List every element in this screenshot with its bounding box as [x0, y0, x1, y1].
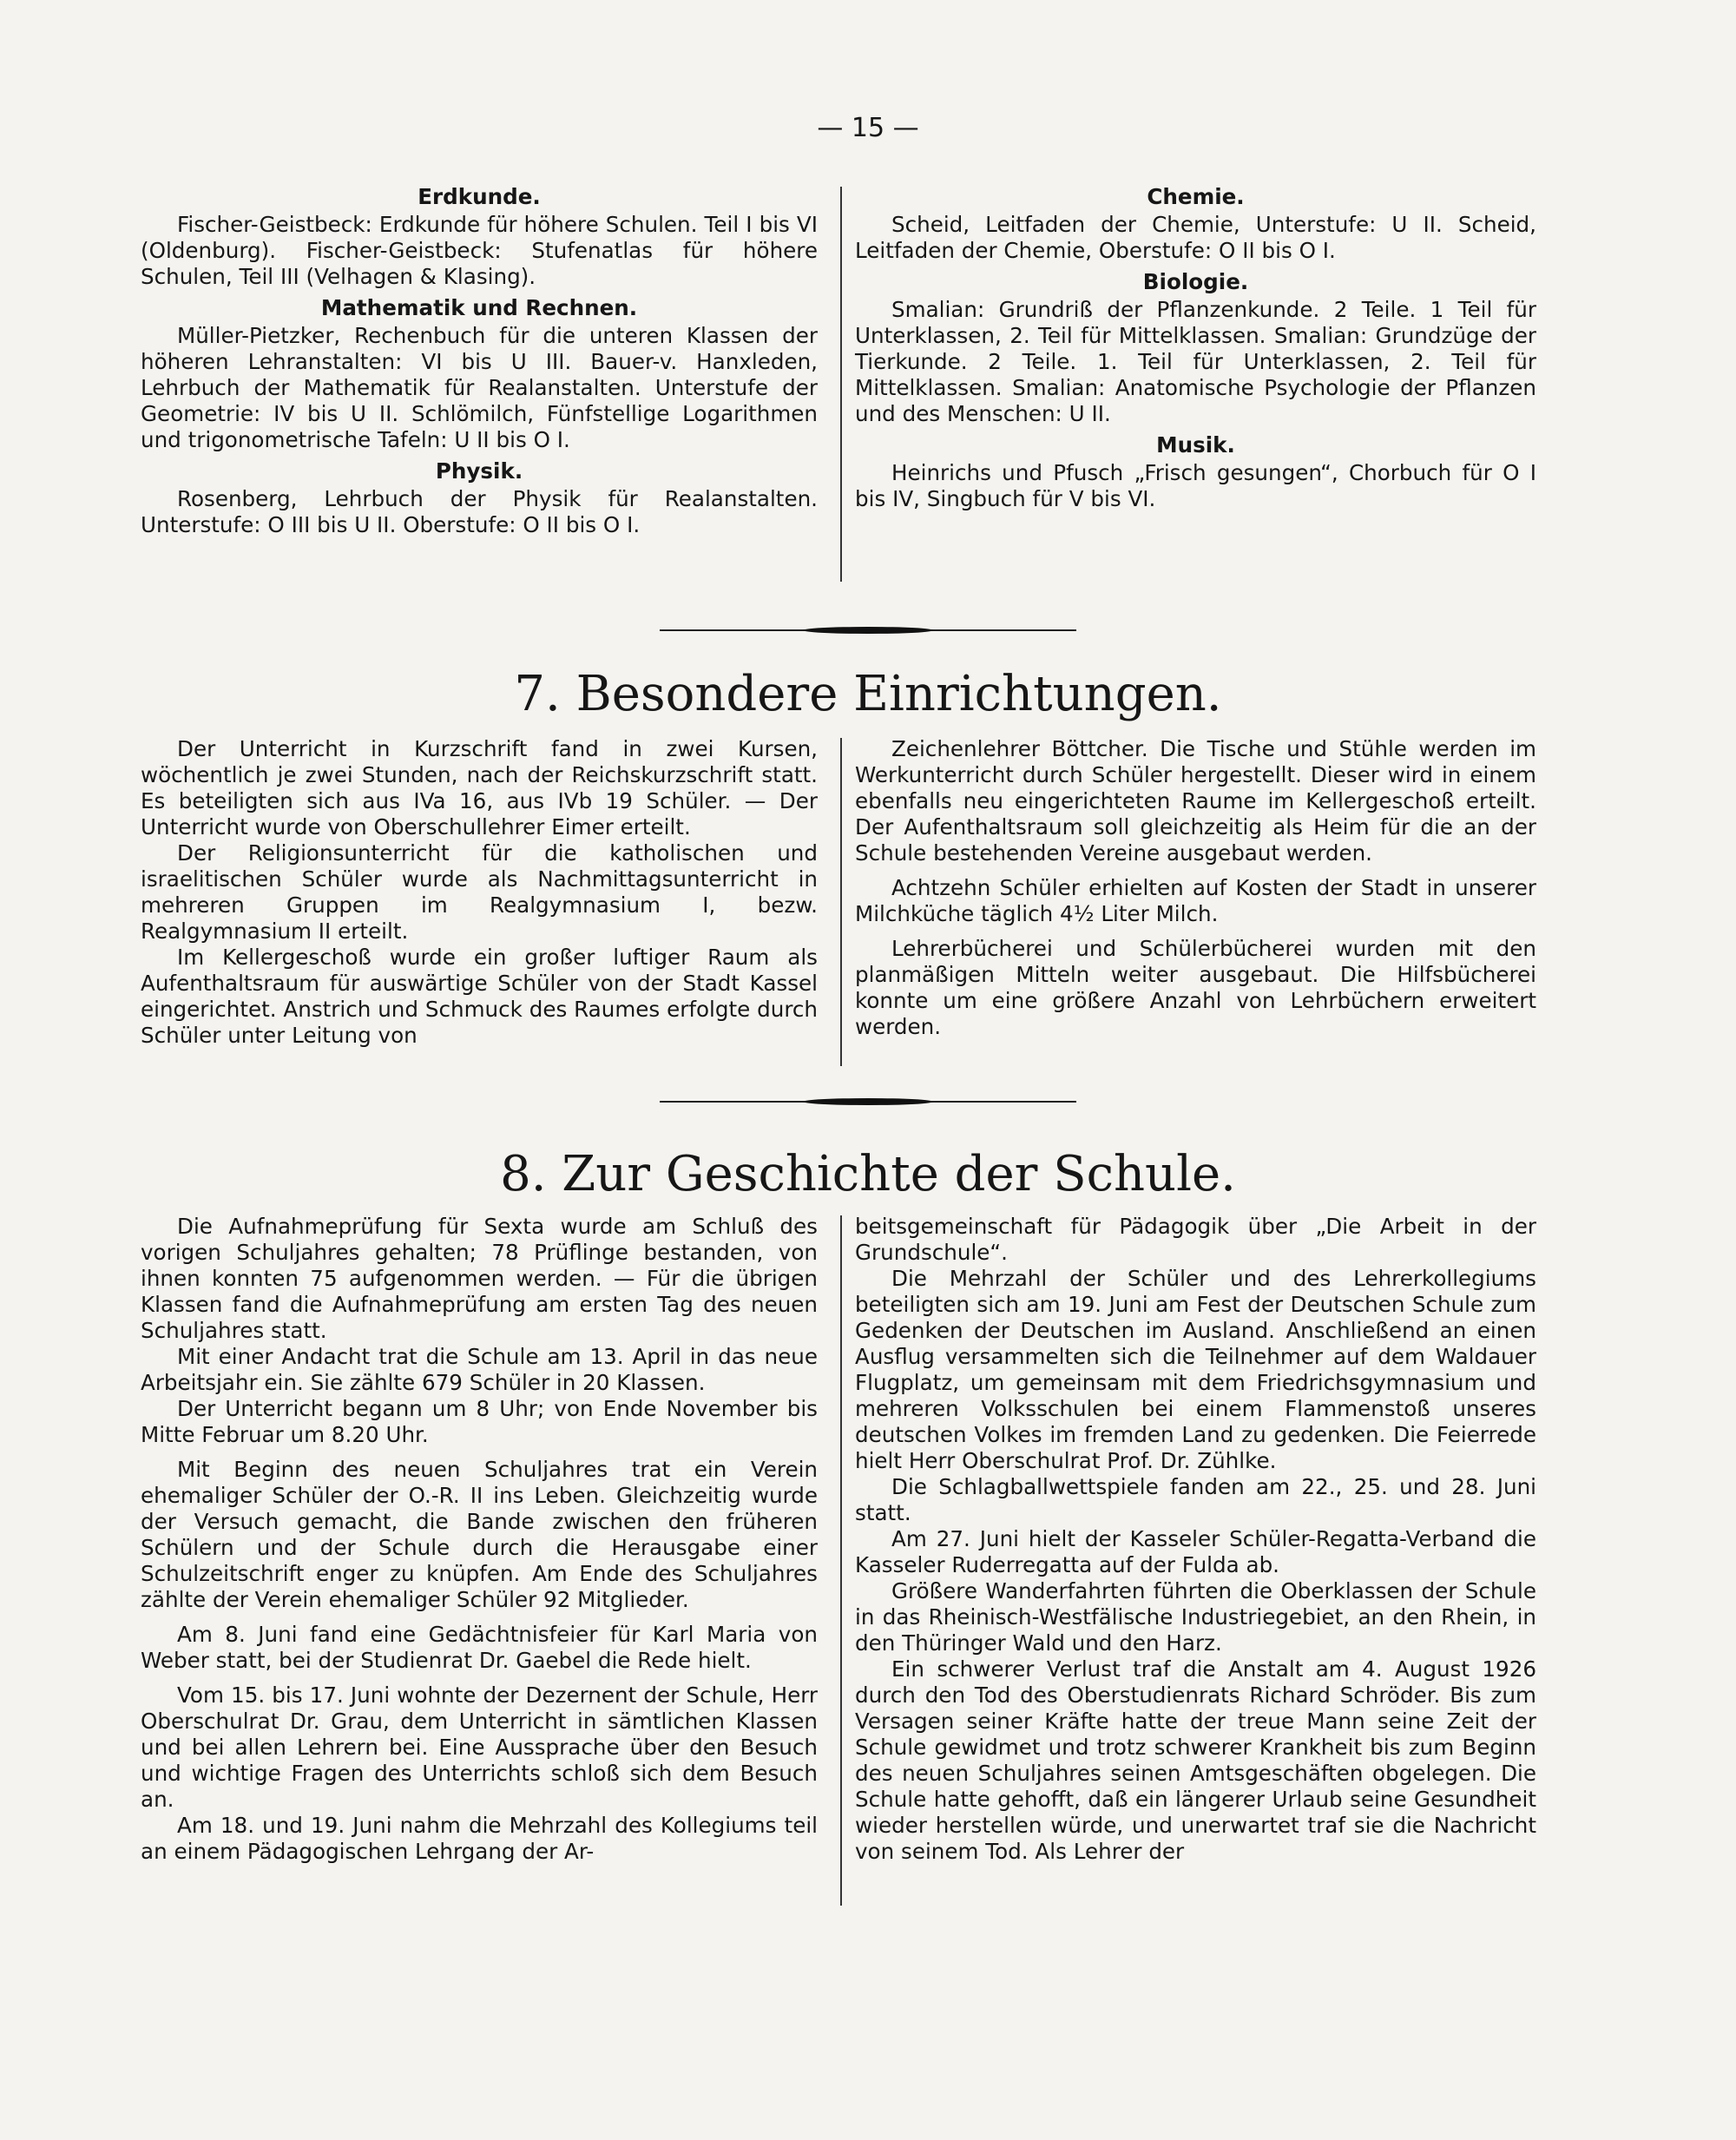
- subject-heading-mathematik: Mathematik und Rechnen.: [320, 295, 638, 320]
- paragraph: Der Religionsunterricht für die katholischen und israelitischen Schüler wurde als Nachmittagsunterricht in mehreren Gruppen im Realgymnasium I, bezw. Realgymnasium II erteilt.: [141, 840, 818, 944]
- column-rule: [840, 1215, 842, 1906]
- subject-heading-physik: Physik.: [435, 458, 523, 484]
- subject-heading-biologie: Biologie.: [1142, 269, 1249, 294]
- paragraph: Im Kellergeschoß wurde ein großer luftiger Raum als Aufenthaltsraum für auswärtige Schüler von der Stadt Kassel eingerichtet. Anstrich und Schmuck des Raumes erfolgte durch Schüler unter Leitung von: [141, 945, 818, 1048]
- paragraph: Am 18. und 19. Juni nahm die Mehrzahl des Kollegiums teil an einem Pädagogischen Lehrgang der Ar-: [141, 1813, 818, 1864]
- paragraph: Der Unterricht begann um 8 Uhr; von Ende November bis Mitte Februar um 8.20 Uhr.: [141, 1396, 818, 1447]
- subject-heading-erdkunde: Erdkunde.: [418, 184, 541, 209]
- section-title-geschichte-der-schule: 8. Zur Geschichte der Schule.: [500, 1146, 1236, 1202]
- booklist-entry: Fischer-Geistbeck: Erdkunde für höhere Schulen. Teil I bis VI (Oldenburg). Fischer-Geistbeck: Stufenatlas für höhere Schulen, Teil III (Velhagen & Klasing).: [141, 212, 818, 289]
- paragraph: Mit einer Andacht trat die Schule am 13. April in das neue Arbeitsjahr ein. Sie zählte 679 Schüler in 20 Klassen.: [141, 1344, 818, 1395]
- section-title-besondere-einrichtungen: 7. Besondere Einrichtungen.: [514, 666, 1222, 722]
- booklist-left-column: [141, 184, 818, 538]
- section-divider: [660, 1101, 1076, 1103]
- paragraph: Die Mehrzahl der Schüler und des Lehrerkollegiums beteiligten sich am 19. Juni am Fest der Deutschen Schule zum Gedenken der Deutschen im Ausland. Anschließend an einen Ausflug versammelten sich die Teilnehmer auf dem Waldauer Flugplatz, um gemeinsam mit dem Friedrichsgymnasium und mehreren Volksschulen bei einem Flammenstoß unseres deutschen Volkes im fremden Land zu gedenken. Die Feierrede hielt Herr Oberschulrat Prof. Dr. Zühlke.: [855, 1266, 1536, 1473]
- paragraph: Ein schwerer Verlust traf die Anstalt am 4. August 1926 durch den Tod des Oberstudienrats Richard Schröder. Bis zum Versagen seiner Kräfte hatte der treue Mann seine Zeit der Schule gewidmet und trotz schwerer Krankheit bis zum Beginn des neuen Schuljahres seinen Amtsgeschäften obgelegen. Die Schule hatte gehofft, daß ein längerer Urlaub seine Gesundheit wieder herstellen würde, und unerwartet traf sie die Nachricht von seinem Tod. Als Lehrer der: [855, 1656, 1536, 1864]
- paragraph: Am 8. Juni fand eine Gedächtnisfeier für Karl Maria von Weber statt, bei der Studienrat Dr. Gaebel die Rede hielt.: [141, 1622, 818, 1673]
- column-rule: [840, 187, 842, 582]
- paragraph: Der Unterricht in Kurzschrift fand in zwei Kursen, wöchentlich je zwei Stunden, nach der Reichskurzschrift statt. Es beteiligten sich aus IVa 16, aus IVb 19 Schüler. — Der Unterricht wurde von Oberschullehrer Eimer erteilt.: [141, 736, 818, 840]
- section8-left-column: [141, 1214, 818, 1865]
- paragraph: Achtzehn Schüler erhielten auf Kosten der Stadt in unserer Milchküche täglich 4½ Liter Milch.: [855, 875, 1536, 926]
- paragraph: Lehrerbücherei und Schülerbücherei wurden mit den planmäßigen Mitteln weiter ausgebaut. Die Hilfsbücherei konnte um eine größere Anzahl von Lehrbüchern erweitert werden.: [855, 936, 1536, 1039]
- paragraph: Am 27. Juni hielt der Kasseler Schüler-Regatta-Verband die Kasseler Ruderregatta auf der Fulda ab.: [855, 1526, 1536, 1577]
- section7-left-column: [141, 736, 818, 1049]
- subject-heading-musik: Musik.: [1156, 432, 1235, 458]
- booklist-entry: Smalian: Grundriß der Pflanzenkunde. 2 Teile. 1 Teil für Unterklassen, 2. Teil für Mittelklassen. Smalian: Grundzüge der Tierkunde. 2 Teile. 1. Teil für Unterklassen, 2. Teil für Mittelklassen. Smalian: Anatomische Psychologie der Pflanzen und des Menschen: U II.: [855, 297, 1536, 426]
- booklist-entry: Heinrichs und Pfusch „Frisch gesungen“, Chorbuch für O I bis IV, Singbuch für V bis VI.: [855, 460, 1536, 511]
- booklist-entry: Scheid, Leitfaden der Chemie, Unterstufe: U II. Scheid, Leitfaden der Chemie, Oberstufe: O II bis O I.: [855, 212, 1536, 263]
- section-divider: [660, 629, 1076, 631]
- column-rule: [840, 738, 842, 1066]
- booklist-right-column: [855, 184, 1536, 512]
- booklist-entry: Müller-Pietzker, Rechenbuch für die unteren Klassen der höheren Lehranstalten: VI bis U III. Bauer-v. Hanxleden, Lehrbuch der Mathematik für Realanstalten. Unterstufe der Geometrie: IV bis U II. Schlömilch, Fünfstellige Logarithmen und trigonometrische Tafeln: U II bis O I.: [141, 323, 818, 452]
- paragraph: Zeichenlehrer Böttcher. Die Tische und Stühle werden im Werkunterricht durch Schüler hergestellt. Dieser wird in einem ebenfalls neu eingerichteten Raume im Kellergeschoß erteilt. Der Aufenthaltsraum soll gleichzeitig als Heim für die an der Schule bestehenden Vereine ausgebaut werden.: [855, 736, 1536, 866]
- subject-heading-chemie: Chemie.: [1147, 184, 1245, 209]
- paragraph: Die Schlagballwettspiele fanden am 22., 25. und 28. Juni statt.: [855, 1474, 1536, 1525]
- paragraph: Vom 15. bis 17. Juni wohnte der Dezernent der Schule, Herr Oberschulrat Dr. Grau, dem Unterricht in sämtlichen Klassen und bei allen Lehrern bei. Eine Aussprache über den Besuch und wichtige Fragen des Unterrichts schloß sich dem Besuch an.: [141, 1682, 818, 1812]
- paragraph: Die Aufnahmeprüfung für Sexta wurde am Schluß des vorigen Schuljahres gehalten; 78 Prüflinge bestanden, von ihnen konnten 75 aufgenommen werden. — Für die übrigen Klassen fand die Aufnahmeprüfung am ersten Tag des neuen Schuljahres statt.: [141, 1214, 818, 1343]
- paragraph: Mit Beginn des neuen Schuljahres trat ein Verein ehemaliger Schüler der O.-R. II ins Leben. Gleichzeitig wurde der Versuch gemacht, die Bande zwischen den früheren Schülern und der Schule durch die Herausgabe einer Schulzeitschrift enger zu knüpfen. Am Ende des Schuljahres zählte der Verein ehemaliger Schüler 92 Mitglieder.: [141, 1457, 818, 1612]
- paragraph: beitsgemeinschaft für Pädagogik über „Die Arbeit in der Grundschule“.: [855, 1214, 1536, 1265]
- paragraph: Größere Wanderfahrten führten die Oberklassen der Schule in das Rheinisch-Westfälische Industriegebiet, an den Rhein, in den Thüringer Wald und den Harz.: [855, 1578, 1536, 1656]
- booklist-entry: Rosenberg, Lehrbuch der Physik für Realanstalten. Unterstufe: O III bis U II. Oberstufe: O II bis O I.: [141, 486, 818, 537]
- page-number: — 15 —: [817, 113, 919, 143]
- section8-right-column: [855, 1214, 1536, 1865]
- section7-right-column: [855, 736, 1536, 1040]
